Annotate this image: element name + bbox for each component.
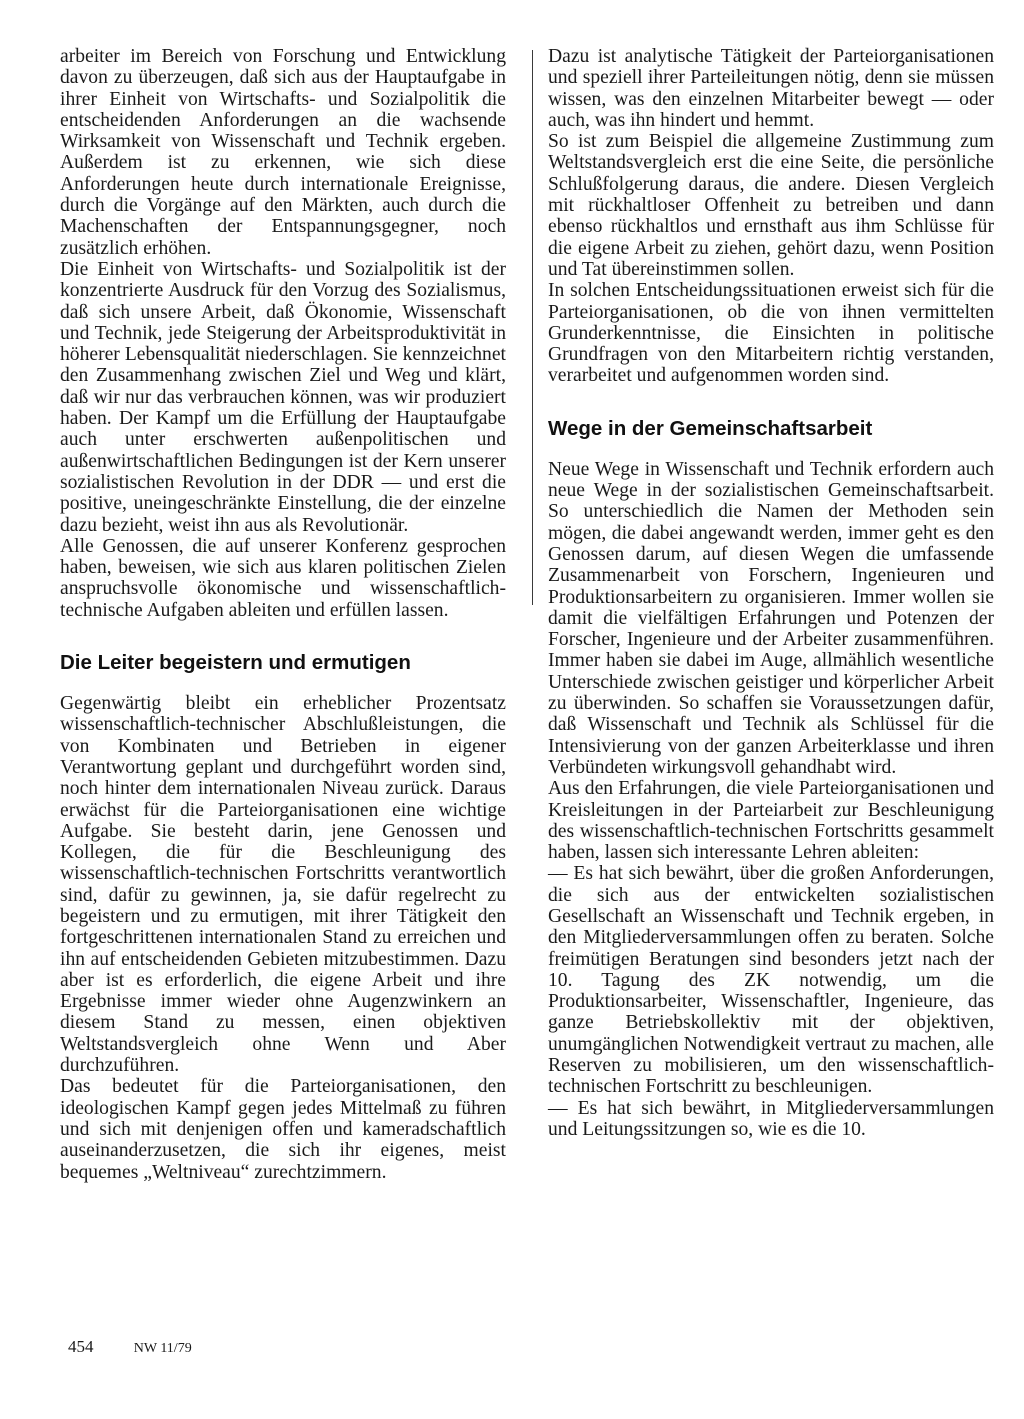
body-paragraph: — Es hat sich bewährt, in Mitgliederversammlungen und Leitungssitzungen so, wie es die 10. bbox=[548, 1097, 994, 1140]
column-divider bbox=[532, 50, 533, 605]
page-number: 454 bbox=[68, 1337, 94, 1356]
body-paragraph: In solchen Entscheidungssituationen erweist sich für die Parteiorganisationen, ob die von ihnen vermittelten Grunderkenntnisse, die Einsichten in politische Grundfragen von den Mitarbeitern richtig verstanden, verarbeitet und aufgenommen worden sind. bbox=[548, 280, 994, 387]
body-paragraph: Dazu ist analytische Tätigkeit der Parteiorganisationen und speziell ihrer Parteileitungen nötig, denn sie müssen wissen, was den einzelnen Mitarbeiter bewegt — oder auch, was ihn hindert und hemmt. bbox=[548, 46, 994, 131]
body-paragraph: arbeiter im Bereich von Forschung und Entwicklung davon zu überzeugen, daß sich aus der Hauptaufgabe in ihrer Einheit von Wirtschafts- und Sozialpolitik die entscheidenden Anforderungen an die wachsende Wirksamkeit von Wissenschaft und Technik ergeben. Außerdem ist zu erkennen, wie sich diese Anforderungen heute durch internationale Ereignisse, durch die Vorgänge auf den Märkten, auch durch die Machenschaften der Entspannungsgegner, noch zusätzlich erhöhen. bbox=[60, 46, 506, 259]
issue-label: NW 11/79 bbox=[133, 1341, 192, 1356]
section-heading: Wege in der Gemeinschaftsarbeit bbox=[548, 416, 873, 440]
right-column bbox=[548, 46, 994, 1140]
body-paragraph: Gegenwärtig bleibt ein erheblicher Prozentsatz wissenschaftlich-technischer Abschlußleistungen, die von Kombinaten und Betrieben in eigener Verantwortung geplant und durchgeführt worden sind, noch hinter dem internationalen Niveau zurück. Daraus erwächst für die Parteiorganisationen eine wichtige Aufgabe. Sie besteht darin, jene Genossen und Kollegen, die für die Beschleunigung des wissenschaftlich-technischen Fortschritts verantwortlich sind, dafür zu gewinnen, ja, sie dafür regelrecht zu begeistern und zu ermutigen, mit ihrer Tätigkeit den fortgeschrittenen internationalen Stand zu erreichen und ihn auf entscheidenden Gebieten mitzubestimmen. Dazu aber ist es erforderlich, die eigene Arbeit und ihre Ergebnisse immer wieder ohne Augenzwinkern an diesem Stand zu messen, einen objektiven Weltstandsvergleich ohne Wenn und Aber durchzuführen. bbox=[60, 693, 506, 1077]
body-paragraph: So ist zum Beispiel die allgemeine Zustimmung zum Weltstandsvergleich erst die eine Seite, die persönliche Schlußfolgerung daraus, die andere. Diesen Vergleich mit rückhaltloser Offenheit zu betreiben und dann ebenso rückhaltlos und ernsthaft aus ihm Schlüsse für die eigene Arbeit zu ziehen, gehört dazu, wenn Position und Tat übereinstimmen sollen. bbox=[548, 131, 994, 280]
body-paragraph: Neue Wege in Wissenschaft und Technik erfordern auch neue Wege in der sozialistischen Gemeinschaftsarbeit. So unterschiedlich die Namen der Methoden sein mögen, die dabei angewandt werden, immer geht es den Genossen darum, auf diesen Wegen die umfassende Zusammenarbeit von Forschern, Ingenieuren und Produktionsarbeitern zu organisieren. Immer wollen sie damit die vielfältigen Erfahrungen und Potenzen der Forscher, Ingenieure und der Arbeiter zusammenführen. Immer haben sie dabei im Auge, allmählich wesentliche Unterschiede zwischen geistiger und körperlicher Arbeit zu überwinden. So schaffen sie Voraussetzungen dafür, daß Wissenschaft und Technik als Schlüssel für die Intensivierung von der ganzen Arbeiterklasse und ihren Verbündeten wirkungsvoll gehandhabt wird. bbox=[548, 458, 994, 778]
section-heading: Die Leiter begeistern und ermutigen bbox=[60, 651, 411, 675]
left-column bbox=[60, 46, 506, 1183]
body-paragraph: Die Einheit von Wirtschafts- und Sozialpolitik ist der konzentrierte Ausdruck für den Vorzug des Sozialismus, daß sich unsere Arbeit, daß Ökonomie, Wissenschaft und Technik, jede Steigerung der Arbeitsproduktivität in höherer Lebensqualität niederschlagen. Sie kennzeichnet den Zusammenhang zwischen Ziel und Weg und klärt, daß wir nur das verbrauchen können, was wir produziert haben. Der Kampf um die Erfüllung der Hauptaufgabe auch unter erschwerten außenpolitischen und außenwirtschaftlichen Bedingungen ist der Kern unserer sozialistischen Revolution in der DDR — und erst die positive, uneingeschränkte Einstellung, die der einzelne dazu bezieht, weist ihn aus als Revolutionär. bbox=[60, 258, 506, 536]
body-paragraph: Alle Genossen, die auf unserer Konferenz gesprochen haben, beweisen, wie sich aus klaren politischen Zielen anspruchsvolle ökonomische und wissenschaftlich-technische Aufgaben ableiten und erfüllen lassen. bbox=[60, 535, 506, 621]
body-paragraph: Aus den Erfahrungen, die viele Parteiorganisationen und Kreisleitungen in der Parteiarbeit zur Beschleunigung des wissenschaftlich-technischen Fortschritts gesammelt haben, lassen sich interessante Lehren ableiten: bbox=[548, 778, 994, 864]
body-paragraph: — Es hat sich bewährt, über die großen Anforderungen, die sich aus der entwickelten sozialistischen Gesellschaft an Wissenschaft und Technik ergeben, in den Mitgliederversammlungen offen zu beraten. Solche freimütigen Beratungen sind besonders jetzt nach der 10. Tagung des ZK notwendig, um die Produktionsarbeiter, Wissenschaftler, Ingenieure, das ganze Betriebskollektiv mit der objektiven, unumgänglichen Notwendigkeit vertraut zu machen, alle Reserven zu mobilisieren, um den wissenschaftlich-technischen Fortschritt zu beschleunigen. bbox=[548, 863, 994, 1098]
page-footer bbox=[68, 1337, 192, 1357]
body-paragraph: Das bedeutet für die Parteiorganisationen, den ideologischen Kampf gegen jedes Mittelmaß zu führen und sich mit denjenigen offen und kameradschaftlich auseinanderzusetzen, die sich ihr eigenes, meist bequemes „Weltniveau“ zurechtzimmern. bbox=[60, 1076, 506, 1183]
